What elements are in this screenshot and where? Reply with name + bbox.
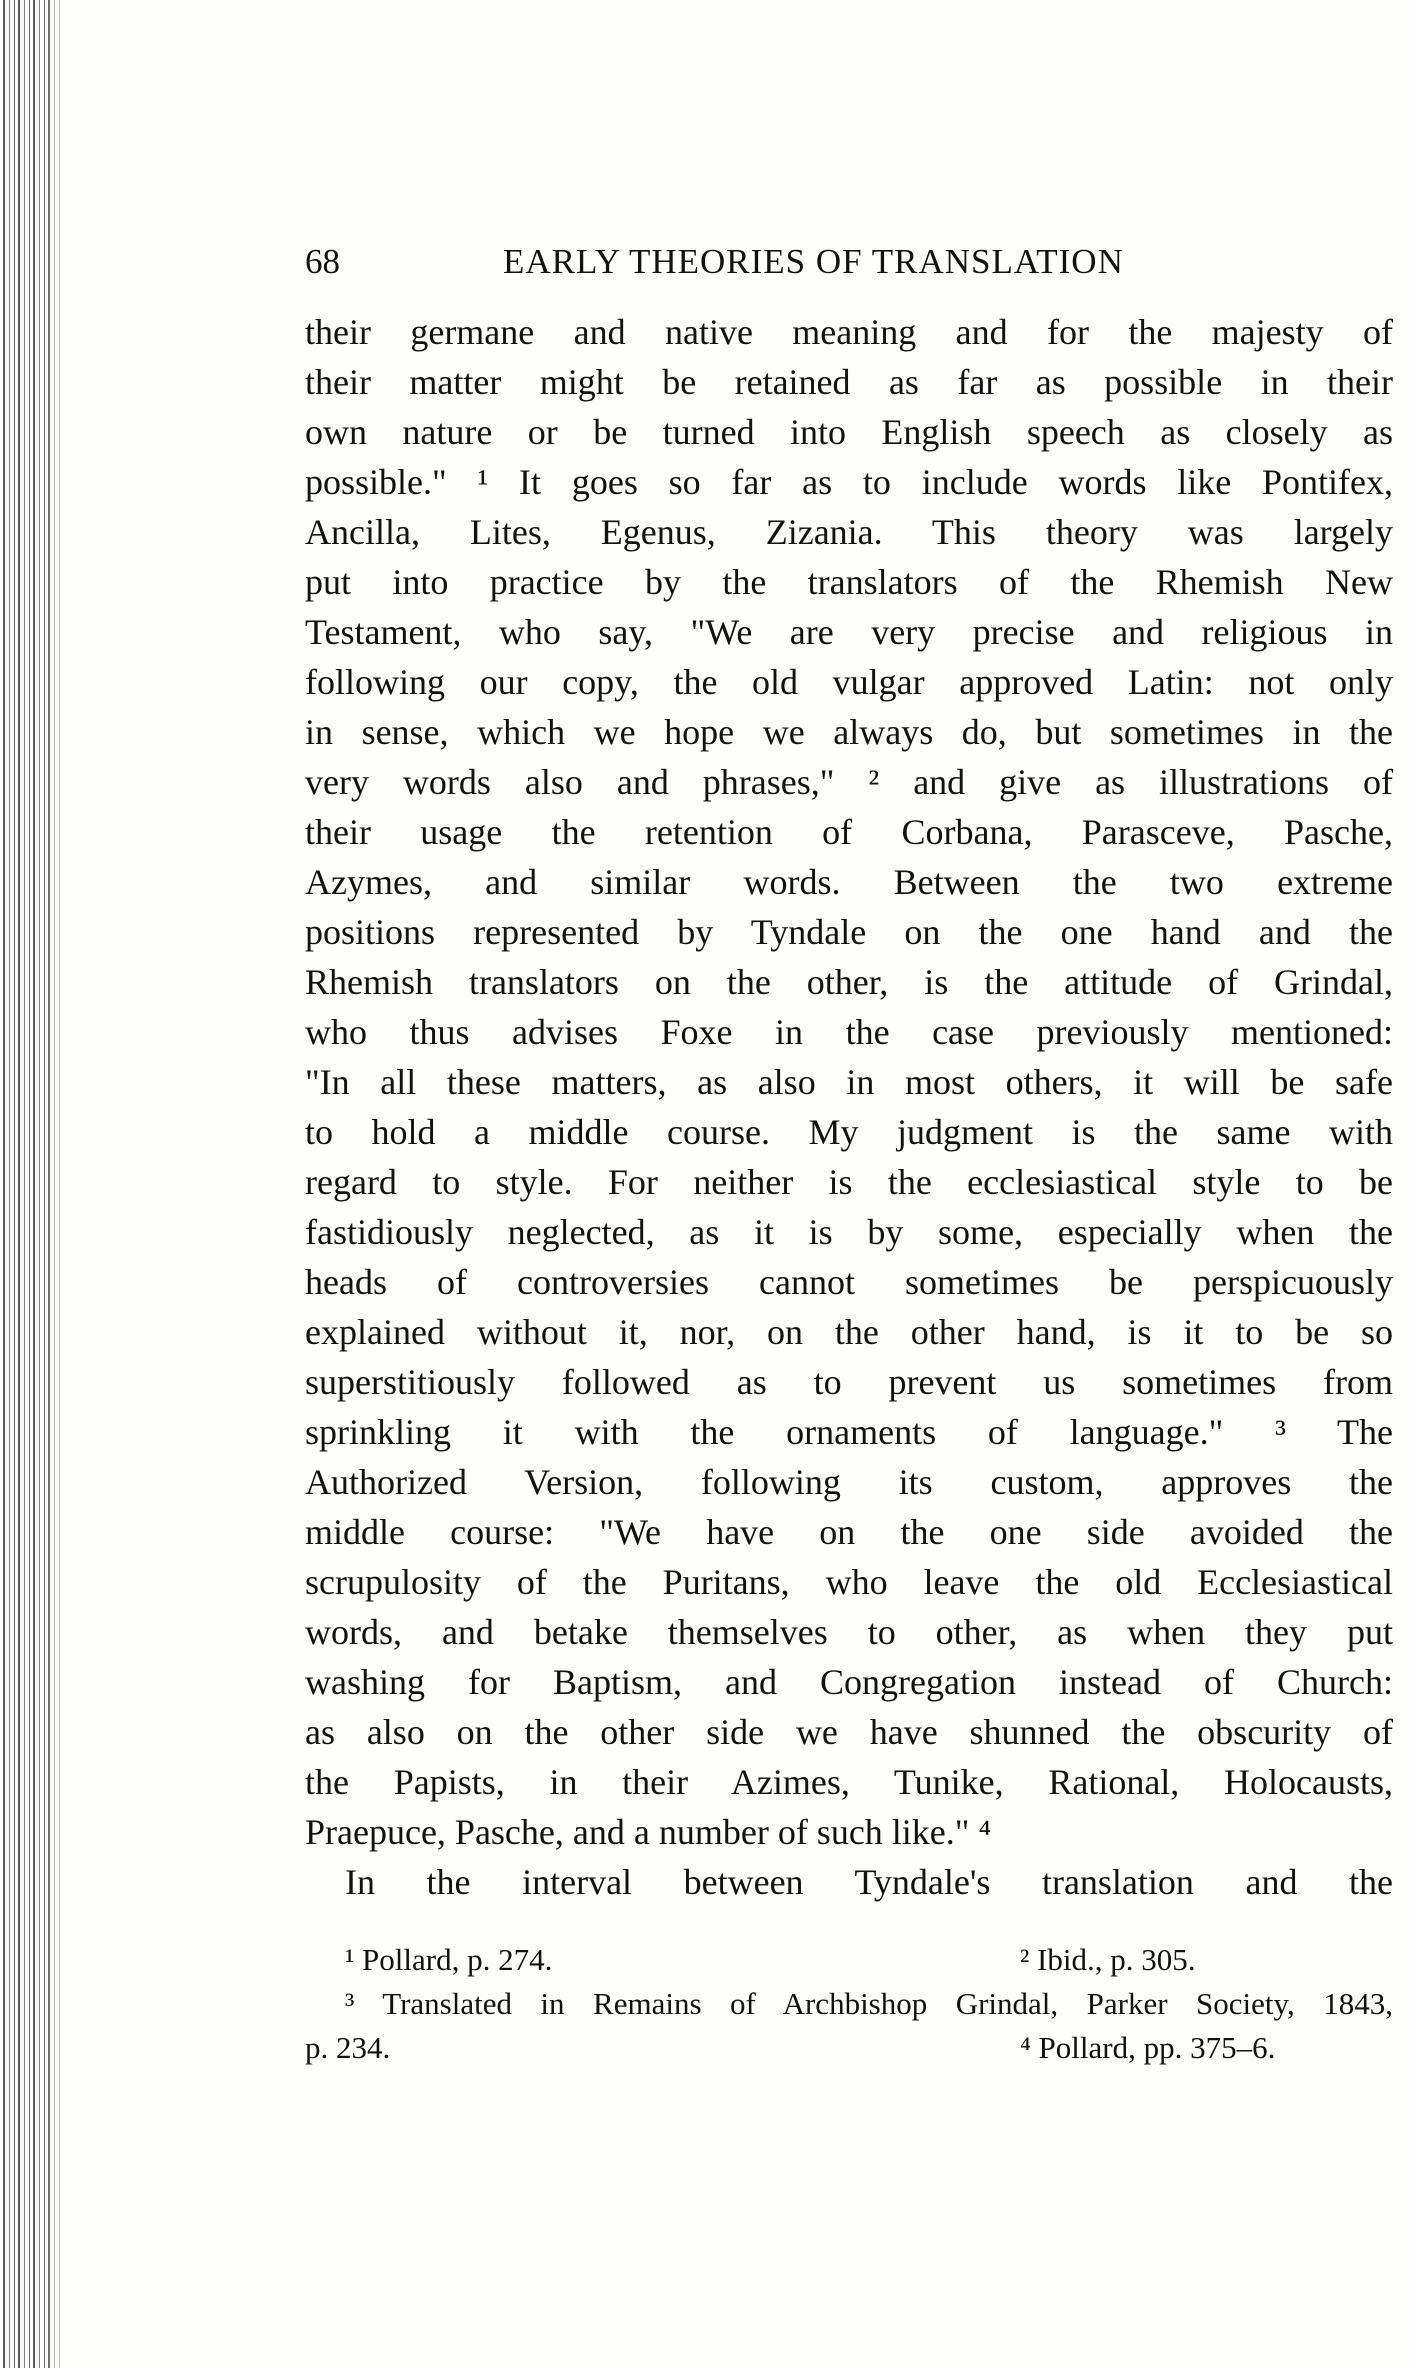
footnote-row bbox=[305, 2026, 1393, 2070]
text-line: sprinkling it with the ornaments of language." ³ The bbox=[305, 1412, 1393, 1452]
page-number: 68 bbox=[305, 242, 340, 281]
body-text bbox=[305, 307, 1393, 1907]
text-line: Authorized Version, following its custom, approves the bbox=[305, 1462, 1393, 1502]
text-line: to hold a middle course. My judgment is the same with bbox=[305, 1112, 1393, 1152]
footnote-2: ² Ibid., p. 305. bbox=[1020, 1942, 1196, 1977]
text-line: very words also and phrases," ² and give as illustrations of bbox=[305, 762, 1393, 802]
text-line: superstitiously followed as to prevent us sometimes from bbox=[305, 1362, 1393, 1402]
footnote-3-continued: p. 234. bbox=[305, 2030, 391, 2065]
text-line: Rhemish translators on the other, is the attitude of Grindal, bbox=[305, 962, 1393, 1002]
text-line: their germane and native meaning and for the majesty of bbox=[305, 312, 1393, 352]
footnote-row bbox=[305, 1982, 1393, 2026]
footnotes bbox=[305, 1938, 1393, 2070]
text-line: washing for Baptism, and Congregation instead of Church: bbox=[305, 1662, 1393, 1702]
footnote-row bbox=[305, 1938, 1393, 1982]
text-line: "In all these matters, as also in most others, it will be safe bbox=[305, 1062, 1393, 1102]
text-line: following our copy, the old vulgar approved Latin: not only bbox=[305, 662, 1393, 702]
running-head bbox=[305, 232, 1241, 292]
text-line: positions represented by Tyndale on the one hand and the bbox=[305, 912, 1393, 952]
footnote-3: ³ Translated in Remains of Archbishop Grindal, Parker Society, 1843, bbox=[345, 1986, 1393, 2021]
text-line: fastidiously neglected, as it is by some, especially when the bbox=[305, 1212, 1393, 1252]
text-line: as also on the other side we have shunned the obscurity of bbox=[305, 1712, 1393, 1752]
text-line: their usage the retention of Corbana, Parasceve, Pasche, bbox=[305, 812, 1393, 852]
text-line: own nature or be turned into English speech as closely as bbox=[305, 412, 1393, 452]
text-line: who thus advises Foxe in the case previously mentioned: bbox=[305, 1012, 1393, 1052]
text-line: Praepuce, Pasche, and a number of such like." ⁴ bbox=[305, 1812, 992, 1852]
running-title: EARLY THEORIES OF TRANSLATION bbox=[503, 242, 1124, 281]
text-line: heads of controversies cannot sometimes be perspicuously bbox=[305, 1262, 1393, 1302]
text-line: words, and betake themselves to other, as when they put bbox=[305, 1612, 1393, 1652]
text-line: Testament, who say, "We are very precise and religious in bbox=[305, 612, 1393, 652]
text-line: scrupulosity of the Puritans, who leave the old Ecclesiastical bbox=[305, 1562, 1393, 1602]
footnote-4: ⁴ Pollard, pp. 375–6. bbox=[1020, 2030, 1276, 2065]
text-line: Ancilla, Lites, Egenus, Zizania. This theory was largely bbox=[305, 512, 1393, 552]
text-line: their matter might be retained as far as possible in their bbox=[305, 362, 1393, 402]
text-line: Azymes, and similar words. Between the two extreme bbox=[305, 862, 1393, 902]
page-edge-shadow bbox=[46, 0, 68, 2368]
footnote-1: ¹ Pollard, p. 274. bbox=[345, 1942, 553, 1977]
text-line-paragraph-start: In the interval between Tyndale's translation and the bbox=[345, 1862, 1393, 1902]
text-line: in sense, which we hope we always do, but sometimes in the bbox=[305, 712, 1393, 752]
text-line: the Papists, in their Azimes, Tunike, Rational, Holocausts, bbox=[305, 1762, 1393, 1802]
text-line: explained without it, nor, on the other hand, is it to be so bbox=[305, 1312, 1393, 1352]
text-line: possible." ¹ It goes so far as to include words like Pontifex, bbox=[305, 462, 1393, 502]
text-line: middle course: "We have on the one side avoided the bbox=[305, 1512, 1393, 1552]
text-line: regard to style. For neither is the ecclesiastical style to be bbox=[305, 1162, 1393, 1202]
text-line: put into practice by the translators of the Rhemish New bbox=[305, 562, 1393, 602]
